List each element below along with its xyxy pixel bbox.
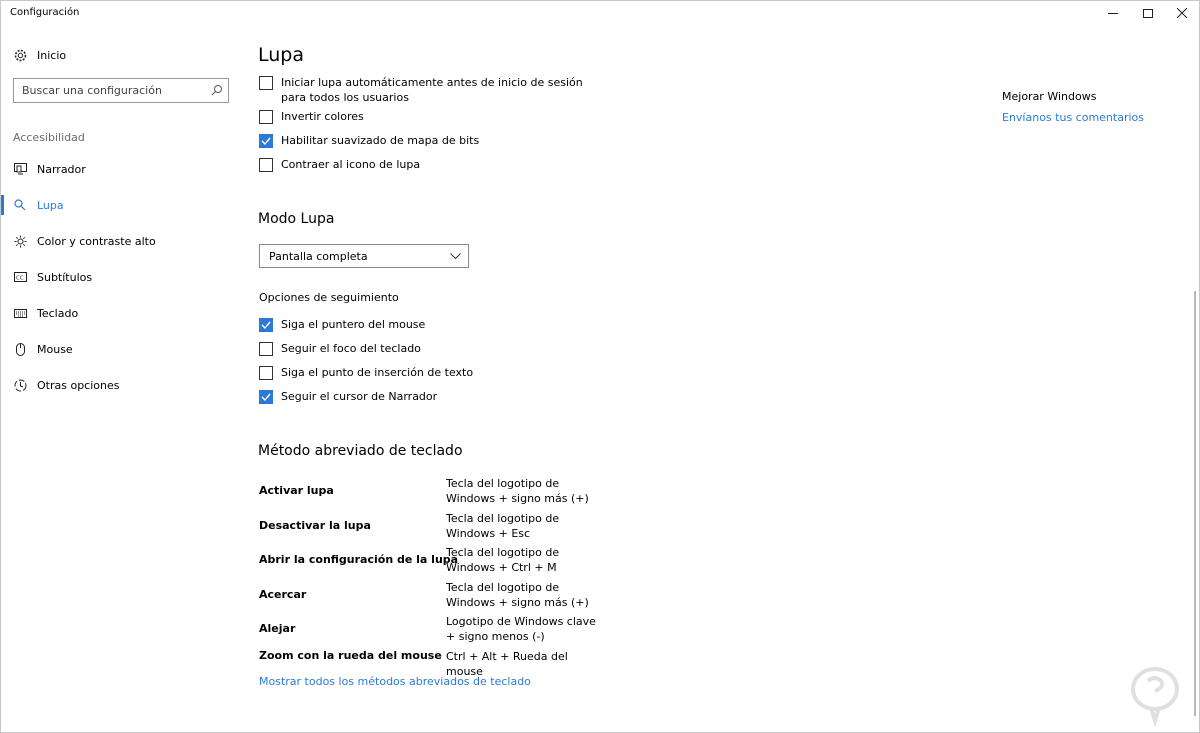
checkmark-icon — [261, 321, 271, 329]
shortcut-keys: Tecla del logotipo de Windows + signo más (+) — [446, 581, 589, 609]
sidebar-item-home[interactable] — [1, 41, 241, 69]
svg-text:CC: CC — [15, 275, 24, 282]
mouse-icon — [13, 342, 27, 356]
search-input[interactable] — [14, 79, 204, 102]
option-collapse-to-icon[interactable] — [259, 157, 420, 172]
improve-windows-title: Mejorar Windows — [1002, 90, 1097, 103]
shortcut-name: Abrir la configuración de la lupa — [259, 553, 459, 566]
sidebar-item-label: Subtítulos — [37, 270, 93, 284]
sidebar-item-label: Narrador — [37, 162, 86, 176]
checkbox[interactable] — [259, 318, 273, 332]
tracking-mouse-pointer[interactable] — [259, 317, 425, 332]
checkbox-label: Contraer al icono de lupa — [281, 158, 421, 171]
shortcut-name: Desactivar la lupa — [259, 519, 371, 532]
shortcut-name: Activar lupa — [259, 484, 334, 497]
checkbox-label: Seguir el foco del teclado — [281, 342, 421, 355]
sidebar-item-keyboard[interactable] — [1, 299, 241, 327]
page-title: Lupa — [258, 44, 304, 66]
checkbox[interactable] — [259, 158, 273, 172]
checkbox-label: Habilitar suavizado de mapa de bits — [281, 134, 480, 147]
shortcut-name: Alejar — [259, 622, 296, 635]
narrator-icon — [13, 162, 27, 176]
shortcut-keys: Tecla del logotipo de Windows + Esc — [446, 512, 560, 540]
search-icon[interactable] — [211, 84, 223, 96]
checkbox-label: Iniciar lupa automáticamente antes de inicio de sesión para todos los usuarios — [281, 76, 583, 104]
sidebar-item-label: Mouse — [37, 342, 73, 356]
show-all-shortcuts-link[interactable]: Mostrar todos los métodos abreviados de teclado — [259, 675, 531, 688]
title-bar[interactable] — [1, 1, 1199, 25]
shortcut-keys: Tecla del logotipo de Windows + Ctrl + M — [446, 546, 560, 574]
shortcut-keys: Logotipo de Windows clave + signo menos (-) — [446, 615, 596, 643]
search-box[interactable] — [13, 78, 229, 103]
checkbox[interactable] — [259, 390, 273, 404]
minimize-icon — [1108, 13, 1118, 14]
other-options-icon — [13, 378, 27, 392]
close-icon — [1177, 8, 1187, 18]
sidebar-item-mouse[interactable] — [1, 335, 241, 363]
sidebar-item-color-contrast[interactable] — [1, 227, 241, 255]
checkbox[interactable] — [259, 76, 273, 90]
maximize-button[interactable] — [1129, 1, 1167, 25]
checkmark-icon — [261, 393, 271, 401]
sidebar-item-label: Otras opciones — [37, 378, 120, 392]
checkbox-label: Siga el puntero del mouse — [281, 318, 426, 331]
checkbox[interactable] — [259, 110, 273, 124]
option-auto-start[interactable] — [259, 75, 611, 105]
gear-icon — [13, 48, 27, 62]
tracking-keyboard-focus[interactable] — [259, 341, 421, 356]
shortcut-name: Zoom con la rueda del mouse — [259, 649, 442, 662]
tracking-text-insertion[interactable] — [259, 365, 473, 380]
sidebar-item-label: Teclado — [37, 306, 79, 320]
mode-dropdown-value: Pantalla completa — [269, 250, 368, 263]
sidebar-item-label: Inicio — [37, 48, 67, 62]
tracking-narrator-cursor[interactable] — [259, 389, 437, 404]
shortcut-keys: Ctrl + Alt + Rueda del mouse — [446, 650, 568, 678]
tracking-label: Opciones de seguimiento — [259, 291, 399, 304]
keyboard-icon — [13, 306, 27, 320]
checkbox-label: Siga el punto de inserción de texto — [281, 366, 474, 379]
checkbox[interactable] — [259, 342, 273, 356]
sidebar-item-magnifier[interactable] — [1, 191, 241, 219]
window-title: Configuración — [10, 7, 80, 18]
checkbox[interactable] — [259, 366, 273, 380]
shortcuts-heading: Método abreviado de teclado — [258, 443, 463, 459]
option-bitmap-smoothing[interactable] — [259, 133, 479, 148]
scrollbar[interactable] — [1194, 291, 1196, 716]
checkbox-label: Seguir el cursor de Narrador — [281, 390, 438, 403]
magnifier-icon — [13, 198, 27, 212]
close-button[interactable] — [1163, 1, 1200, 25]
maximize-icon — [1143, 9, 1153, 18]
sidebar-item-narrator[interactable] — [1, 155, 241, 183]
feedback-link[interactable]: Envíanos tus comentarios — [1002, 111, 1144, 124]
shortcut-keys: Tecla del logotipo de Windows + signo más (+) — [446, 477, 589, 505]
active-indicator — [1, 195, 4, 215]
closed-captions-icon — [13, 270, 27, 284]
mode-dropdown[interactable] — [259, 244, 469, 268]
checkmark-icon — [261, 137, 271, 145]
sidebar-item-subtitles[interactable] — [1, 263, 241, 291]
shortcut-name: Acercar — [259, 588, 307, 601]
minimize-button[interactable] — [1094, 1, 1132, 25]
section-label-accessibility: Accesibilidad — [13, 131, 85, 144]
option-invert-colors[interactable] — [259, 109, 364, 124]
chevron-down-icon — [450, 252, 461, 260]
checkbox[interactable] — [259, 134, 273, 148]
watermark-logo-icon — [1121, 661, 1189, 729]
brightness-icon — [13, 234, 27, 248]
checkbox-label: Invertir colores — [281, 110, 364, 123]
mode-heading: Modo Lupa — [258, 211, 335, 227]
sidebar-item-label: Lupa — [37, 198, 64, 212]
sidebar-item-other-options[interactable] — [1, 371, 241, 399]
sidebar-item-label: Color y contraste alto — [37, 234, 156, 248]
